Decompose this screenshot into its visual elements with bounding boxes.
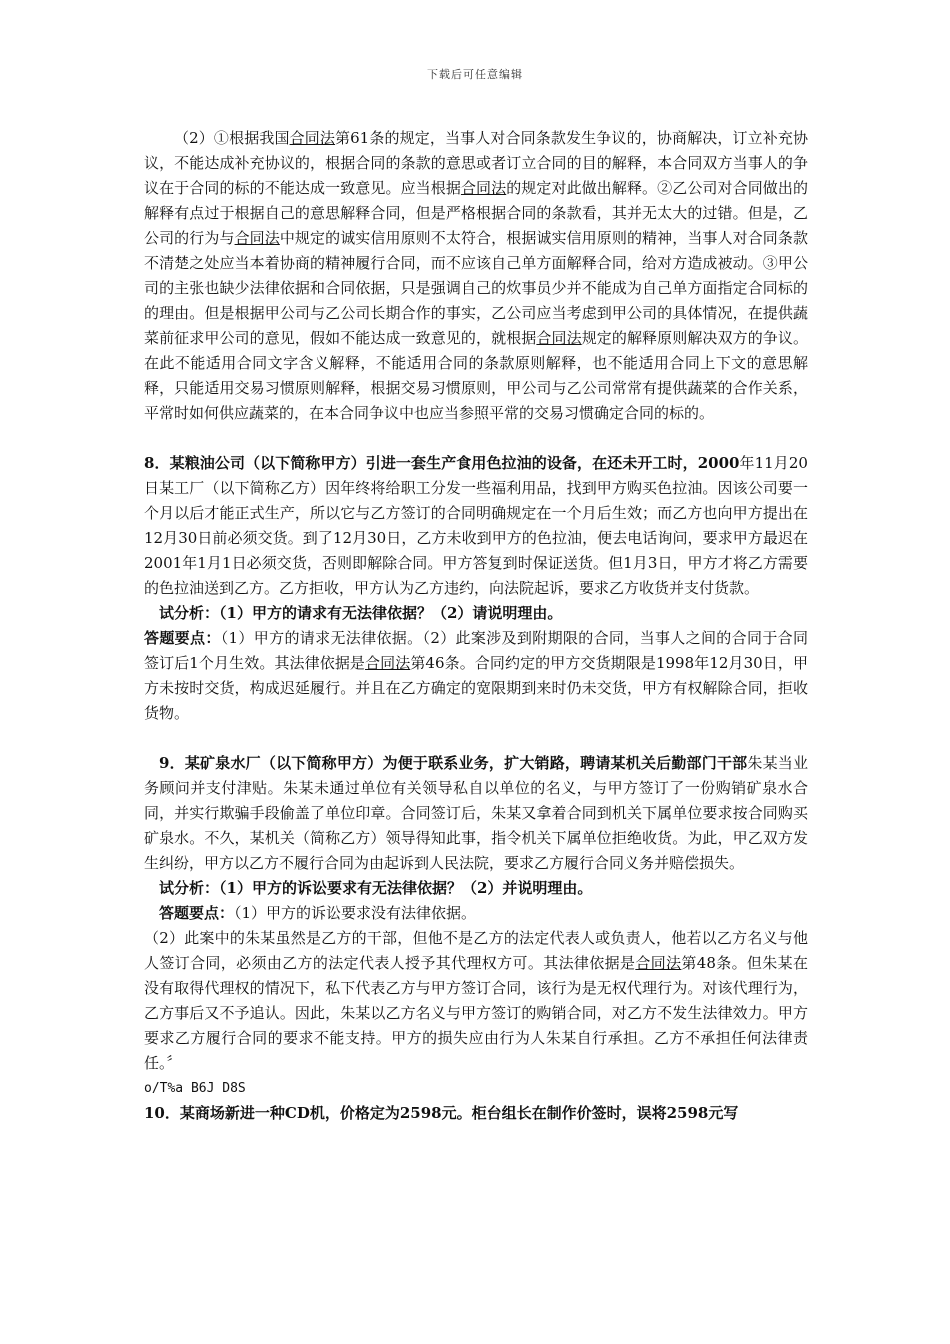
question-9-title: 9．某矿泉水厂（以下简称甲方）为便于联系业务，扩大销路，聘请某机关后勤部门干部	[159, 754, 748, 772]
question-9-body: 9．某矿泉水厂（以下简称甲方）为便于联系业务，扩大销路，聘请某机关后勤部门干部朱某当业务顾问并支付津贴。朱某未通过单位有关领导私自以单位的名义，与甲方签订了一份购销矿泉水合同，并实行欺骗手段偷盖了单位印章。合同签订后，朱某又拿着合同到机关下属单位要求按合同购买矿泉水。不久，某机关（简称乙方）领导得知此事，指令机关下属单位拒绝收货。为此，甲乙双方发生纠纷，甲方以乙方不履行合同为由起诉到人民法院，要求乙方履行合同义务并赔偿损失。	[144, 754, 808, 872]
law-link: 合同法	[365, 654, 411, 672]
law-link: 合同法	[635, 954, 682, 972]
law-link: 合同法	[460, 179, 507, 197]
paragraph-analysis-2: （2）①根据我国合同法第61条的规定，当事人对合同条款发生争议的，协商解决，订立补充协议，不能达成补充协议的，根据合同的条款的意思或者订立合同的目的解释，本合同双方当事人的争议在于合同的标的不能达成一致意见。应当根据合同法的规定对此做出解释。②乙公司对合同做出的解释有点过于根据自己的意思解释合同，但是严格根据合同的条款看，其并无太大的过错。但是，乙公司的行为与合同法中规定的诚实信用原则不太符合，根据诚实信用原则的精神，当事人对合同条款不清楚之处应当本着协商的精神履行合同，而不应该自己单方面解释合同，给对方造成被动。③甲公司的主张也缺少法律依据和合同依据，只是强调自己的炊事员少并不能成为自己单方面指定合同标的的理由。但是根据甲公司与乙公司长期合作的事实，乙公司应当考虑到甲公司的具体情况，在提供蔬菜前征求甲公司的意见，假如不能达成一致意见的，就根据合同法规定的解释原则解决双方的争议。在此不能适用合同文字含义解释，不能适用合同的条款原则解释，也不能适用合同上下文的意思解释，只能适用交易习惯原则解释，根据交易习惯原则，甲公司与乙公司常常有提供蔬菜的合作关系，平常时如何供应蔬菜的，在本合同争议中也应当参照平常的交易习惯确定合同的标的。	[144, 129, 809, 422]
document-body	[144, 126, 808, 1126]
answer-label: 答题要点：	[159, 904, 235, 922]
question-9-answer-2: （2）此案中的朱某虽然是乙方的干部，但他不是乙方的法定代表人或负责人，他若以乙方名义与他人签订合同，必须由乙方的法定代表人授予其代理权方可。其法律依据是合同法第48条。但朱某在没有取得代理权的情况下，私下代表乙方与甲方签订合同，该行为是无权代理行为。对该代理行为，乙方事后又不予追认。因此，朱某以乙方名义与甲方签订的购销合同，对乙方不发生法律效力。甲方要求乙方履行合同的要求不能支持。甲方的损失应由行为人朱某自行承担。乙方不承担任何法律责任。〞	[144, 929, 808, 1072]
law-link: 合同法	[234, 229, 280, 247]
law-link: 合同法	[289, 129, 335, 147]
question-9-answer-1: 答题要点：（1）甲方的诉讼要求没有法律依据。	[159, 904, 477, 922]
page-header: 下载后可任意编辑	[427, 68, 523, 81]
question-8-prompt: 试分析：（1）甲方的请求有无法律依据？（2）请说明理由。	[159, 604, 563, 622]
garbled-text: o/T%a B6J D8S	[144, 1081, 246, 1096]
question-8-body: 8．某粮油公司（以下简称甲方）引进一套生产食用色拉油的设备，在还未开工时，2000年11月20日某工厂（以下简称乙方）因年终将给职工分发一些福利用品，找到甲方购买色拉油。因该公司要一个月以后才能正式生产，所以它与乙方签订的合同明确规定在一个月后生效；而乙方也向甲方提出在12月30日前必须交货。到了12月30日，乙方未收到甲方的色拉油，便去电话询问，要求甲方最迟在2001年1月1日必须交货，否则即解除合同。甲方答复到时保证送货。但1月3日，甲方才将乙方需要的色拉油送到乙方。乙方拒收，甲方认为乙方违约，向法院起诉，要求乙方收货并支付货款。	[144, 454, 808, 597]
answer-label: 答题要点：	[144, 629, 221, 647]
question-8-answer: 答题要点：（1）甲方的请求无法律依据。（2）此案涉及到附期限的合同，当事人之间的合同于合同签订后1个月生效。其法律依据是合同法第46条。合同约定的甲方交货期限是1998年12月30日，甲方未按时交货，构成迟延履行。并且在乙方确定的宽限期到来时仍未交货，甲方有权解除合同，拒收货物。	[144, 629, 808, 722]
question-9-prompt: 试分析：（1）甲方的诉讼要求有无法律依据？（2）并说明理由。	[159, 879, 593, 897]
question-10-title: 10．某商场新进一种CD机，价格定为2598元。柜台组长在制作价签时，误将2598元写	[144, 1104, 739, 1122]
question-8-title: 8．某粮油公司（以下简称甲方）引进一套生产食用色拉油的设备，在还未开工时，2000	[144, 454, 740, 472]
law-link: 合同法	[536, 329, 582, 347]
